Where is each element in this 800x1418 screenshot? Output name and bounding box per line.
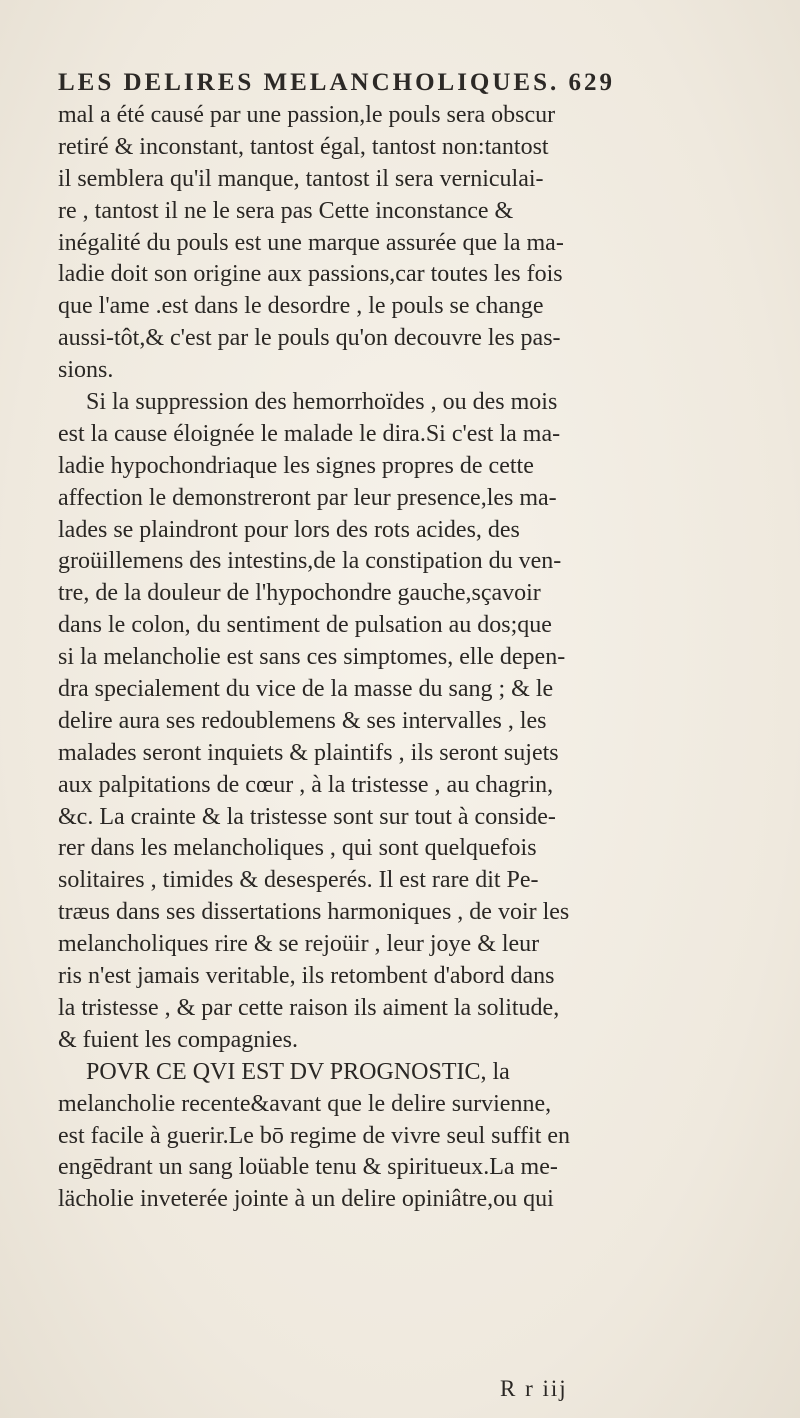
text-line: melancholie recente&avant que le delire survienne, bbox=[58, 1090, 552, 1117]
text-line: solitaires , timides & desesperés. Il est rare dit Pe- bbox=[58, 867, 539, 894]
text-line: ladie doit son origine aux passions,car toutes les fois bbox=[58, 261, 563, 288]
text-line: il semblera qu'il manque, tantost il sera verniculai- bbox=[58, 165, 544, 192]
text-line: delire aura ses redoublemens & ses intervalles , les bbox=[58, 707, 547, 734]
text-line: dans le colon, du sentiment de pulsation au dos;que bbox=[58, 612, 552, 639]
text-line: affection le demonstreront par leur presence,les ma- bbox=[58, 484, 557, 511]
text-line: aussi-tôt,& c'est par le pouls qu'on decouvre les pas- bbox=[58, 325, 561, 352]
text-line: re , tantost il ne le sera pas Cette inconstance & bbox=[58, 197, 514, 224]
text-line: tre, de la douleur de l'hypochondre gauche,sçavoir bbox=[58, 580, 541, 607]
text-line: engēdrant un sang loüable tenu & spiritueux.La me- bbox=[58, 1154, 558, 1181]
text-line: træus dans ses dissertations harmoniques , de voir les bbox=[58, 899, 570, 926]
text-line: melancholiques rire & se rejoüir , leur joye & leur bbox=[58, 931, 540, 958]
text-line: ris n'est jamais veritable, ils retombent d'abord dans bbox=[58, 963, 555, 990]
text-line: si la melancholie est sans ces simptomes, elle depen- bbox=[58, 644, 566, 671]
text-line: est la cause éloignée le malade le dira.Si c'est la ma- bbox=[58, 420, 561, 447]
text-line: & fuient les compagnies. bbox=[58, 1026, 298, 1053]
text-line: lächolie inveterée jointe à un delire opiniâtre,ou qui bbox=[58, 1186, 554, 1213]
text-line: dra specialement du vice de la masse du sang ; & le bbox=[58, 676, 554, 703]
text-line: mal a été causé par une passion,le pouls sera obscur bbox=[58, 102, 556, 128]
text-line: est facile à guerir.Le bō regime de vivre seul suffit en bbox=[58, 1122, 571, 1149]
text-line: lades se plaindront pour lors des rots acides, des bbox=[58, 516, 520, 543]
text-line: la tristesse , & par cette raison ils aiment la solitude, bbox=[58, 994, 560, 1021]
text-line: groüillemens des intestins,de la constipation du ven- bbox=[58, 548, 562, 575]
text-line: &c. La crainte & la tristesse sont sur tout à conside- bbox=[58, 803, 556, 830]
text-line: inégalité du pouls est une marque assurée que la ma- bbox=[58, 229, 564, 256]
text-line: Si la suppression des hemorrhoïdes , ou des mois bbox=[86, 389, 558, 416]
signature-mark: R r iij bbox=[500, 1376, 568, 1401]
text-line: que l'ame .est dans le desordre , le pouls se change bbox=[58, 293, 544, 320]
text-line: rer dans les melancholiques , qui sont quelquefois bbox=[58, 835, 537, 862]
text-line: POVR CE QVI EST DV PROGNOSTIC, la bbox=[86, 1058, 510, 1085]
body-text bbox=[58, 100, 768, 1216]
text-line: malades seront inquiets & plaintifs , ils seront sujets bbox=[58, 739, 559, 766]
text-line: ladie hypochondriaque les signes propres de cette bbox=[58, 452, 534, 479]
text-line: aux palpitations de cœur , à la tristesse , au chagrin, bbox=[58, 771, 554, 798]
text-line: retiré & inconstant, tantost égal, tantost non:tantost bbox=[58, 133, 549, 160]
text-line: sions. bbox=[58, 357, 114, 384]
running-head: LES DELIRES MELANCHOLIQUES. 629 bbox=[58, 69, 616, 96]
